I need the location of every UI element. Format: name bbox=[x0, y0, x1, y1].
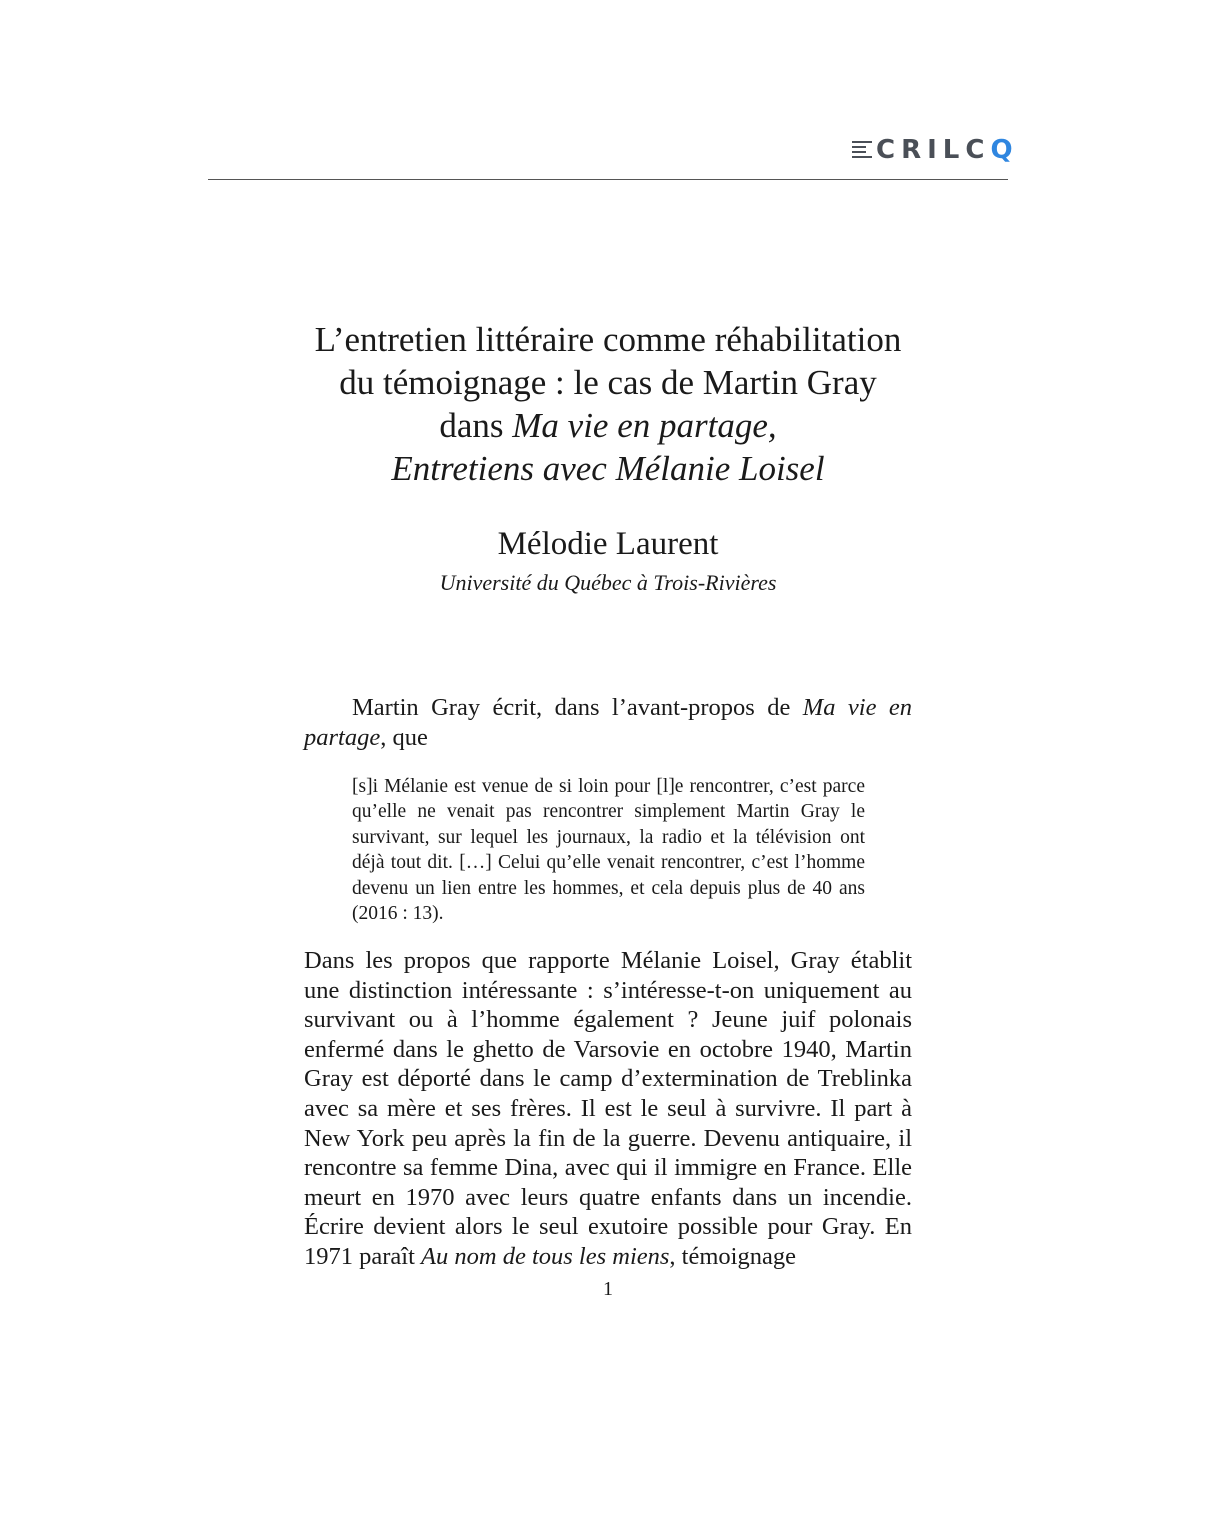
header-rule bbox=[208, 179, 1008, 180]
author-affiliation: Université du Québec à Trois-Rivières bbox=[439, 570, 777, 595]
crilcq-logo bbox=[852, 132, 1013, 168]
paragraph-2-italic: Au nom de tous les miens bbox=[421, 1242, 670, 1270]
title-line-4-italic: Entretiens avec Mélanie Loisel bbox=[391, 449, 825, 488]
title-line-3-italic: Ma vie en partage, bbox=[512, 406, 777, 445]
logo-letters: CRILC bbox=[876, 135, 991, 165]
logo-lines-icon bbox=[852, 139, 872, 161]
title-line-1: L’entretien littéraire comme réhabilitation bbox=[314, 320, 902, 359]
page-number: 1 bbox=[603, 1278, 613, 1300]
block-quote: [s]i Mélanie est venue de si loin pour [l]e rencontrer, c’est parce qu’elle ne venait pas rencontrer simplement Martin Gray le survivant, sur lequel les journaux, la radio et la télévision ont déjà tout dit. […] Celui qu’elle venait rencontrer, c’est l’homme devenu un lien entre les hommes, et cela depuis plus de 40 ans (2016 : 13). bbox=[352, 776, 865, 925]
title-line-3-plain: dans bbox=[439, 406, 513, 445]
paragraph-1-tail: , que bbox=[380, 723, 428, 751]
paragraph-2 bbox=[304, 946, 912, 1272]
author-name: Mélodie Laurent bbox=[497, 526, 719, 562]
title-line-2: du témoignage : le cas de Martin Gray bbox=[339, 363, 877, 402]
paragraph-2-text: Dans les propos que rapporte Mélanie Loisel, Gray établit une distinction intéressante : s’intéresse-t-on uniquement au survivant ou à l’homme également ? Jeune juif polonais enfermé dans le ghetto de Varsovie en octobre 1940, Martin Gray est déporté dans le camp d’extermination de Treblinka avec sa mère et ses frères. Il est le seul à survivre. Il part à New York peu après la fin de la guerre. Devenu antiquaire, il rencontre sa femme Dina, avec qui il immigre en France. Elle meurt en 1970 avec leurs quatre enfants dans un incendie. Écrire devient alors le seul exutoire possible pour Gray. En 1971 paraît bbox=[304, 947, 912, 1270]
article-title bbox=[208, 318, 1008, 490]
paragraph-1 bbox=[304, 693, 912, 752]
paragraph-1-text: Martin Gray écrit, dans l’avant-propos de bbox=[352, 694, 803, 721]
paragraph-1-italic: Ma vie en partage bbox=[304, 694, 912, 751]
paragraph-2-tail: , témoignage bbox=[669, 1242, 796, 1270]
logo-accent-letter: Q bbox=[990, 135, 1013, 165]
logo-text bbox=[876, 137, 1013, 163]
